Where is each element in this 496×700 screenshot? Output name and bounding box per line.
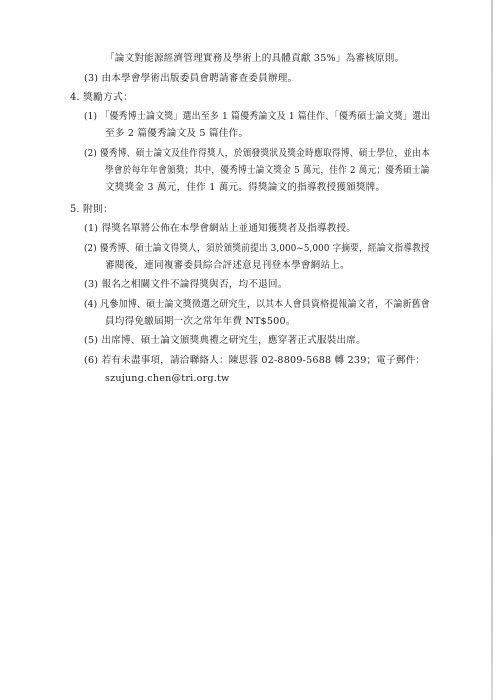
item-4-2-line3: 文獎獎金 3 萬元，佳作 1 萬元。得獎論文的指導教授獲頒獎牌。	[105, 182, 386, 193]
contact-email[interactable]: szujung.chen@tri.org.tw	[105, 373, 230, 384]
section-4-heading: 4. 獎勵方式：	[70, 92, 134, 103]
item-5-3: (3) 報名之相關文件不論得獎與否，均不退回。	[84, 279, 288, 290]
item-5-2-line2: 審閱後，連同複審委員綜合評述意見刊登本學會網站上。	[105, 260, 350, 271]
item-4-1-line2: 至多 2 篇優秀論文及 5 篇佳作。	[105, 128, 249, 139]
item-5-2-line1: (2) 優秀博、碩士論文得獎人，須於頒獎前提出 3,000~5,000 字摘要，經論文指導教授	[84, 243, 430, 254]
item-3-review: (3) 由本學會學術出版委員會聘請審查委員辦理。	[84, 73, 298, 84]
item-5-4-line2: 員均得免繳屆期一次之常年年費 NT$500。	[105, 316, 296, 327]
item-5-1: (1) 得獎名單將公佈在本學會網站上並通知獲獎者及指導教授。	[84, 223, 357, 234]
item-5-6-line1: (6) 若有未盡事項，請洽聯絡人：陳思蓉 02-8809-5688 轉 239；電子郵件：	[84, 355, 426, 366]
item-4-2-line2: 學會於每年年會頒獎；其中，優秀博士論文獎金 5 萬元，佳作 2 萬元；優秀碩士論	[105, 165, 430, 176]
item-5-5: (5) 出席博、碩士論文頒獎典禮之研究生，應穿著正式服裝出席。	[84, 335, 366, 346]
item-4-1-line1: (1) 「優秀博士論文獎」選出至多 1 篇優秀論文及 1 篇佳作、「優秀碩士論文獎」選出	[84, 111, 431, 122]
section-5-heading: 5. 附則：	[70, 204, 114, 215]
item-4-2-line1: (2) 優秀博、碩士論文及佳作得獎人，於頒發獎狀及獎金時應取得博、碩士學位，並由本	[84, 148, 431, 159]
criteria-line: 「論文對能源經濟管理實務及學術上的具體貢獻 35%」為審核原則。	[105, 53, 405, 64]
item-5-4-line1: (4) 凡參加博、碩士論文獎徵選之研究生，以其本人會員資格提報論文者，不論新舊會	[84, 299, 430, 310]
scan-edge-shadow	[491, 0, 493, 700]
